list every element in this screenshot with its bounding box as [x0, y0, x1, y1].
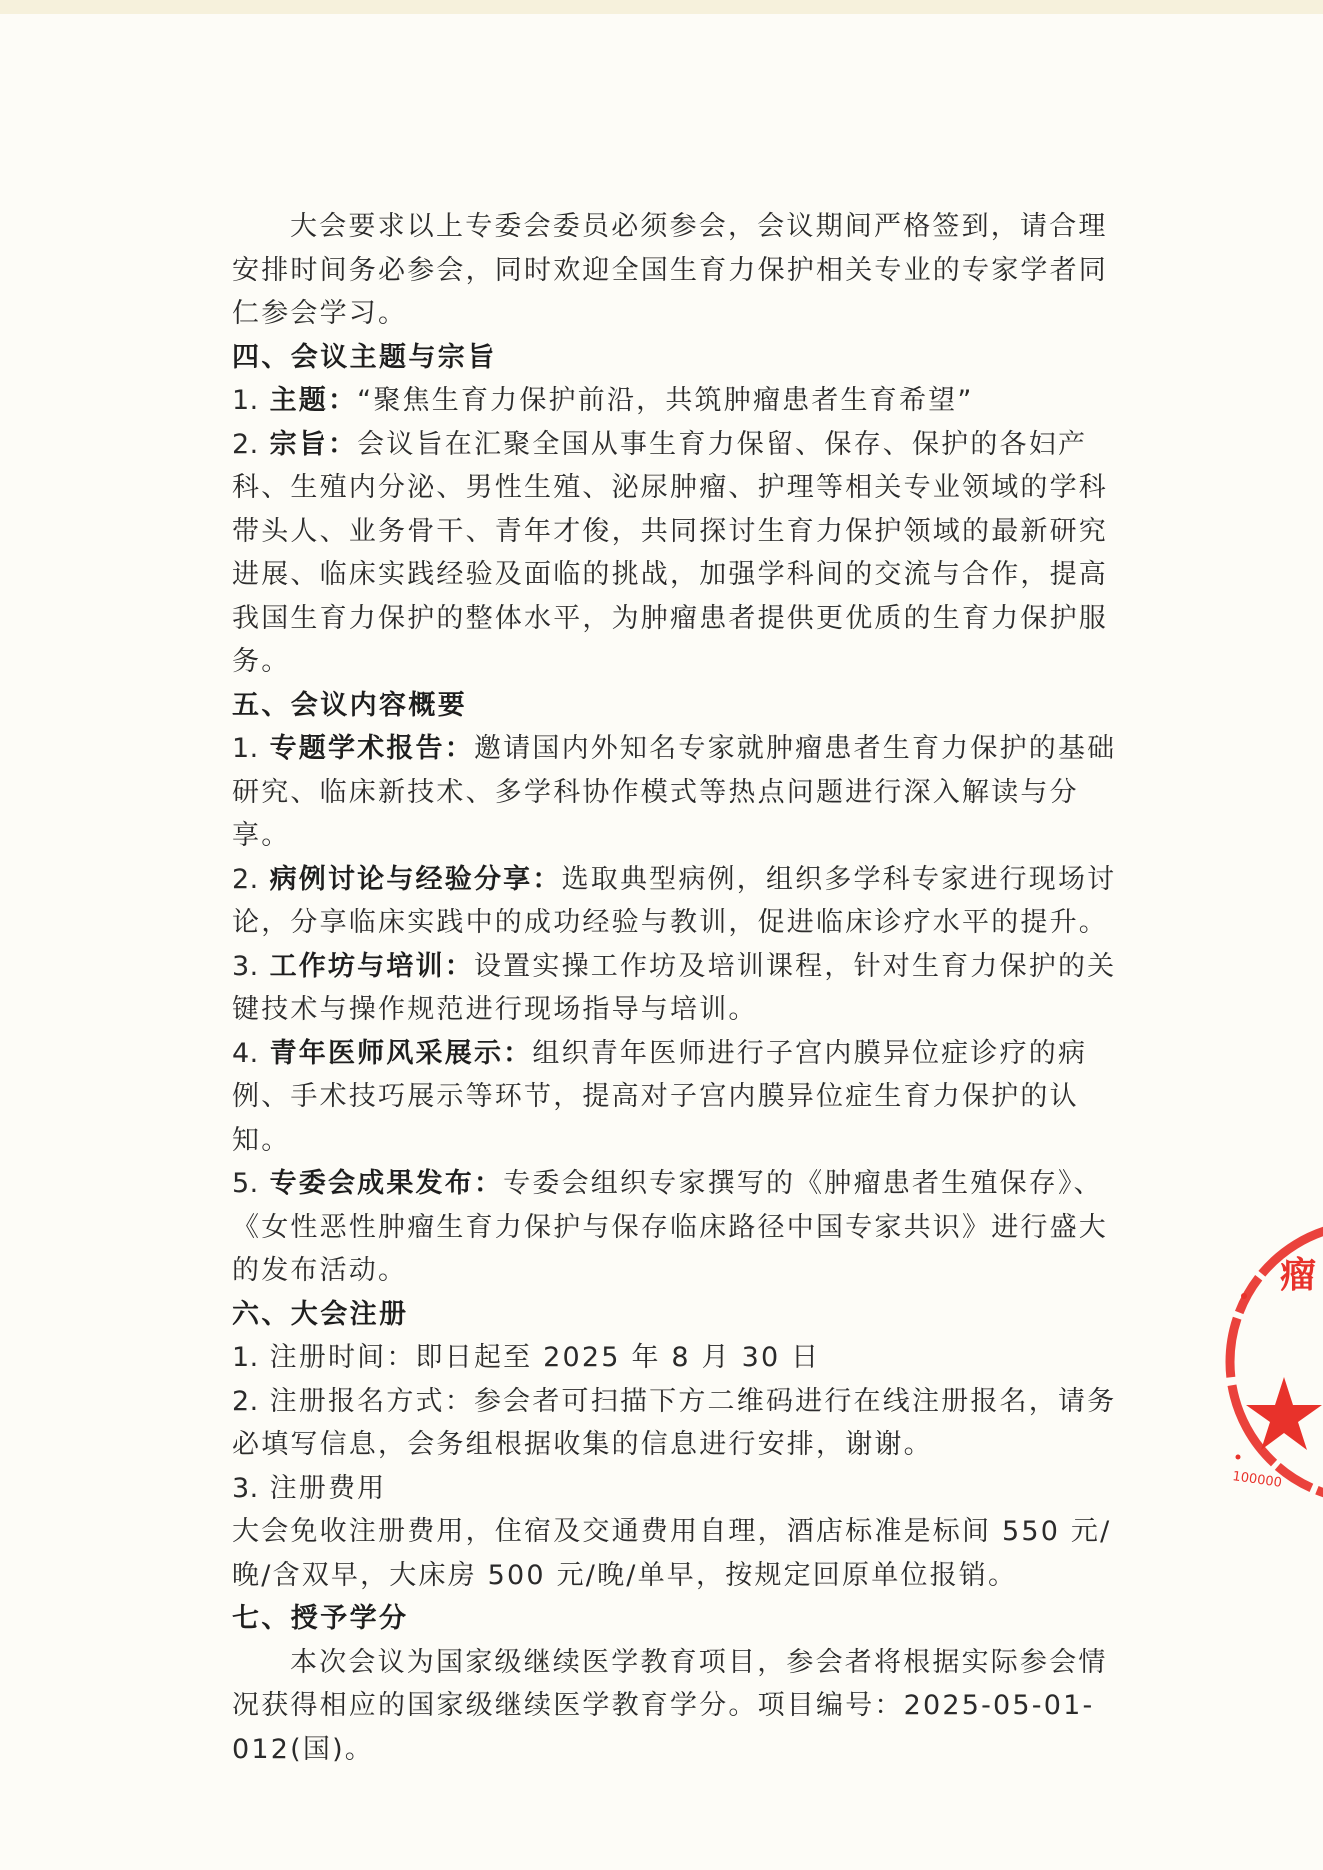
section-5-item-5: 5. 专委会成果发布：专委会组织专家撰写的《肿瘤患者生殖保存》、《女性恶性肿瘤生育力保护与保存临床路径中国专家共识》进行盛大的发布活动。 — [232, 1168, 1108, 1286]
credits-paragraph: 本次会议为国家级继续医学教育项目，参会者将根据实际参会情况获得相应的国家级继续医学教育学分。项目编号：2025-05-01-012(国)。 — [232, 1646, 1108, 1765]
section-6-item-1: 1. 注册时间：即日起至 2025 年 8 月 30 日 — [232, 1342, 821, 1373]
svg-text:100000: 100000 — [1231, 1469, 1283, 1491]
svg-text:瘤: 瘤 — [1280, 1255, 1317, 1296]
intro-paragraph: 大会要求以上专委会委员必须参会，会议期间严格签到，请合理安排时间务必参会，同时欢迎全国生育力保护相关专业的专家学者同仁参会学习。 — [232, 211, 1108, 329]
section-5-item-4: 4. 青年医师风采展示：组织青年医师进行子宫内膜异位症诊疗的病例、手术技巧展示等环节，提高对子宫内膜异位症生育力保护的认知。 — [232, 1037, 1088, 1156]
section-6-heading: 六、大会注册 — [232, 1298, 409, 1330]
section-4-item-2: 2. 宗旨：会议旨在汇聚全国从事生育力保留、保存、保护的各妇产科、生殖内分泌、男性生殖、泌尿肿瘤、护理等相关专业领域的学科带头人、业务骨干、青年才俊，共同探讨生育力保护领域的最新研究进展、临床实践经验及面临的挑战，加强学科间的交流与合作，提高我国生育力保护的整体水平，为肿瘤患者提供更优质的生育力保护服务。 — [232, 428, 1108, 677]
section-5-item-3: 3. 工作坊与培训：设置实操工作坊及培训课程，针对生育力保护的关键技术与操作规范进行现场指导与培训。 — [232, 950, 1117, 1025]
section-7-heading: 七、授予学分 — [232, 1603, 409, 1634]
section-6-item-3: 3. 注册费用 — [232, 1472, 387, 1504]
section-5-heading: 五、会议内容概要 — [232, 689, 468, 721]
registration-fee-text: 大会免收注册费用，住宿及交通费用自理，酒店标准是标间 550 元/晚/含双早，大床房 500 元/晚/单早，按规定回原单位报销。 — [232, 1516, 1112, 1591]
scan-top-edge — [0, 0, 1323, 14]
red-seal-stamp — [1218, 1212, 1323, 1512]
section-5-item-1: 1. 专题学术报告：邀请国内外知名专家就肿瘤患者生育力保护的基础研究、临床新技术、多学科协作模式等热点问题进行深入解读与分享。 — [232, 733, 1117, 851]
section-6-item-2: 2. 注册报名方式：参会者可扫描下方二维码进行在线注册报名，请务必填写信息，会务组根据收集的信息进行安排，谢谢。 — [232, 1385, 1117, 1460]
section-4-heading: 四、会议主题与宗旨 — [232, 341, 497, 373]
section-4-item-1: 1. 主题：“聚焦生育力保护前沿，共筑肿瘤患者生育希望” — [232, 385, 974, 416]
seal-graphic — [1218, 1212, 1323, 1512]
section-5-item-2: 2. 病例讨论与经验分享：选取典型病例，组织多学科专家进行现场讨论，分享临床实践中的成功经验与教训，促进临床诊疗水平的提升。 — [232, 863, 1117, 938]
document-body — [232, 205, 1120, 1771]
